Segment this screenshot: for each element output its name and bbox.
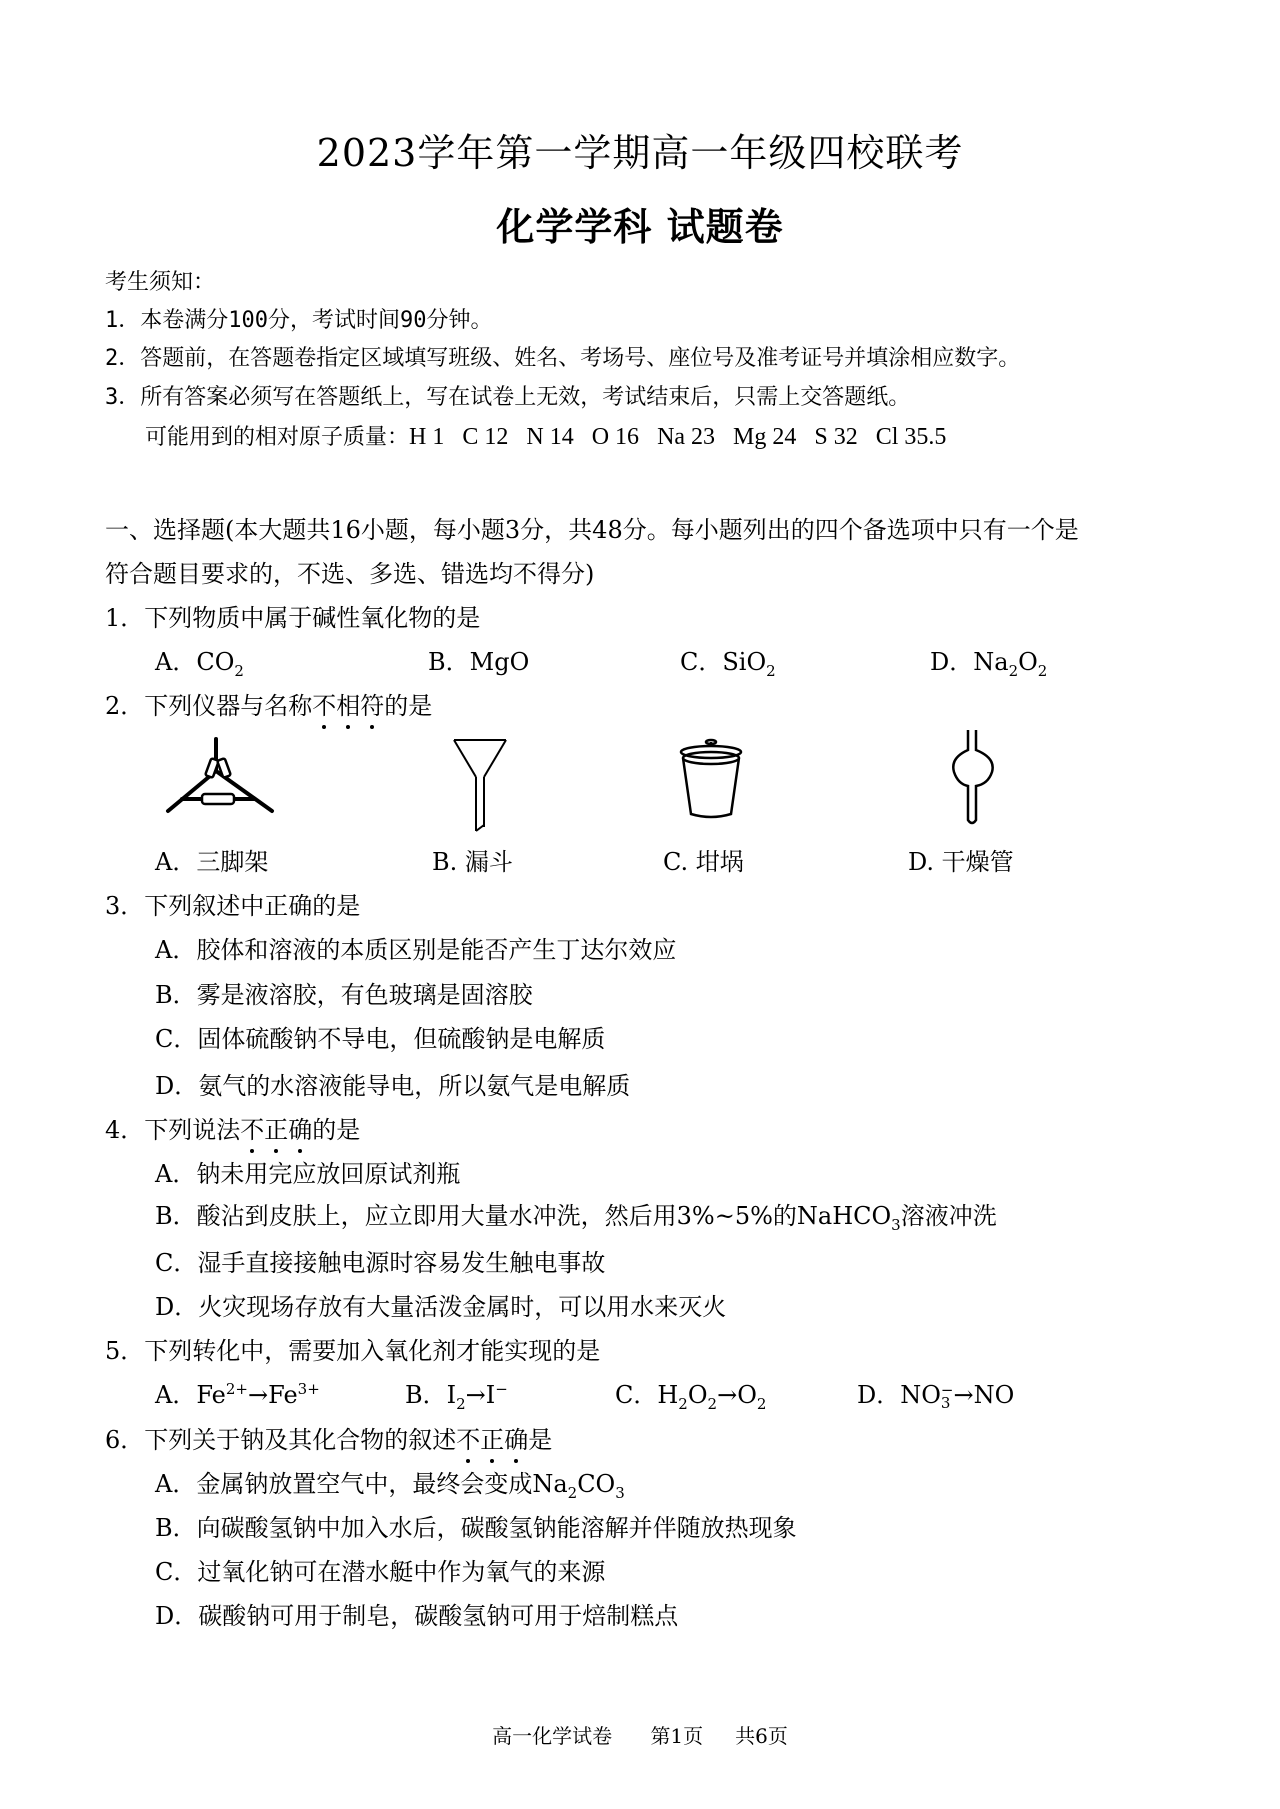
question-5-option-b: B．$I_2\to I^-$ bbox=[405, 1380, 508, 1413]
question-6-option-a: A．金属钠放置空气中，最终会变成$Na_2CO_3$ bbox=[155, 1470, 625, 1502]
footer-course: 高一化学试卷 bbox=[492, 1724, 613, 1748]
question-4-option-c: C．湿手直接接触电源时容易发生触电事故 bbox=[155, 1249, 606, 1277]
question-5-stem: 5．下列转化中，需要加入氧化剂才能实现的是 bbox=[105, 1337, 601, 1365]
atomic-mass-label: 可能用到的相对原子质量： bbox=[145, 425, 410, 450]
question-3-option-c: C．固体硫酸钠不导电，但硫酸钠是电解质 bbox=[155, 1025, 606, 1053]
question-4-option-a: A．钠未用完应放回原试剂瓶 bbox=[155, 1160, 461, 1188]
question-2-option-d: D. 干燥管 bbox=[908, 848, 1014, 876]
section-heading-line1: 一、选择题(本大题共16小题，每小题3分，共48分。每小题列出的四个备选项中只有一个是 bbox=[105, 516, 1079, 544]
question-1-option-a: A．$CO_2$ bbox=[155, 648, 244, 680]
question-6-option-d: D．碳酸钠可用于制皂，碳酸氢钠可用于焙制糕点 bbox=[155, 1602, 679, 1630]
notice-item-1: 1．本卷满分100分，考试时间90分钟。 bbox=[105, 308, 493, 333]
question-2-stem: 2．下列仪器与名称不相符的是 bbox=[105, 686, 432, 721]
question-6-stem: 6．下列关于钠及其化合物的叙述不正确是 bbox=[105, 1420, 552, 1455]
footer-total: 共6页 bbox=[735, 1724, 788, 1748]
question-6-option-c: C．过氧化钠可在潜水艇中作为氧气的来源 bbox=[155, 1558, 606, 1586]
question-2-option-a: A．三脚架 bbox=[155, 848, 269, 876]
question-5-option-a: A．$Fe^{2+}\to Fe^{3+}$ bbox=[155, 1380, 320, 1409]
crucible-icon bbox=[676, 738, 746, 820]
question-3-stem: 3．下列叙述中正确的是 bbox=[105, 892, 361, 920]
section-heading-line2: 符合题目要求的，不选、多选、错选均不得分) bbox=[105, 560, 595, 588]
question-4-stem: 4．下列说法不正确的是 bbox=[105, 1110, 360, 1145]
question-5-option-c: C．$H_2O_2\to O_2$ bbox=[615, 1381, 767, 1413]
question-1-option-b: B．MgO bbox=[428, 648, 530, 676]
question-2-option-c: C. 坩埚 bbox=[663, 848, 744, 876]
drying-tube-icon bbox=[946, 728, 1002, 828]
funnel-icon bbox=[450, 735, 510, 835]
atomic-mass-values: H 1 C 12 N 14 O 16 Na 23 Mg 24 S 32 Cl 35.5 bbox=[409, 424, 947, 450]
question-4-option-d: D．火灾现场存放有大量活泼金属时，可以用水来灭火 bbox=[155, 1293, 727, 1321]
page-footer bbox=[0, 1720, 1280, 1749]
question-4-option-b: B．酸沾到皮肤上，应立即用大量水冲洗，然后用3%~5%的NaHCO$_3$溶液冲洗 bbox=[155, 1202, 997, 1234]
question-1-option-c: C．SiO$_2$ bbox=[680, 648, 776, 680]
notice-heading: 考生须知： bbox=[105, 270, 216, 295]
question-2-option-b: B. 漏斗 bbox=[432, 848, 513, 876]
question-3-option-a: A．胶体和溶液的本质区别是能否产生丁达尔效应 bbox=[155, 936, 677, 964]
question-3-option-d: D．氨气的水溶液能导电，所以氨气是电解质 bbox=[155, 1072, 631, 1100]
exam-subtitle: 化学学科 试题卷 bbox=[496, 204, 784, 249]
exam-title: 2023学年第一学期高一年级四校联考 bbox=[316, 131, 964, 175]
question-1-option-d: D．$Na_2O_2$ bbox=[930, 648, 1048, 680]
notice-item-2: 2．答题前，在答题卷指定区域填写班级、姓名、考场号、座位号及准考证号并填涂相应数字。 bbox=[105, 346, 1021, 371]
notice-item-3: 3．所有答案必须写在答题纸上，写在试卷上无效，考试结束后，只需上交答题纸。 bbox=[105, 385, 911, 410]
footer-page: 第1页 bbox=[650, 1724, 704, 1748]
question-5-option-d: D．NO − 3 →NO bbox=[857, 1380, 1015, 1412]
question-6-option-b: B．向碳酸氢钠中加入水后，碳酸氢钠能溶解并伴随放热现象 bbox=[155, 1514, 797, 1542]
question-1-stem: 1．下列物质中属于碱性氧化物的是 bbox=[105, 604, 481, 632]
question-3-option-b: B．雾是液溶胶，有色玻璃是固溶胶 bbox=[155, 981, 533, 1009]
atomic-mass-line bbox=[145, 420, 946, 451]
tripod-icon bbox=[160, 735, 280, 825]
